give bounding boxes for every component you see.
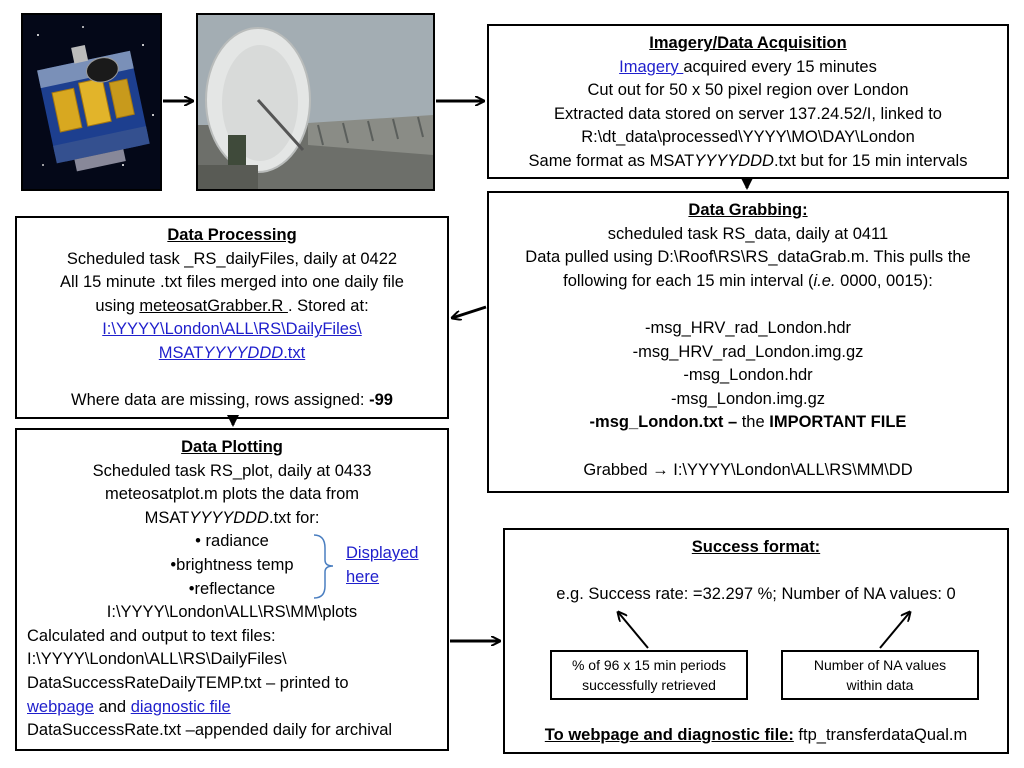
- right-arrow-icon: →: [652, 460, 669, 479]
- grab-file-1: -msg_HRV_rad_London.hdr: [644, 318, 852, 337]
- missing-text: Where data are missing, rows assigned:: [71, 391, 370, 410]
- success-example: e.g. Success rate: =32.297 %; Number of NA values: 0: [556, 585, 956, 604]
- grabbed-path: I:\YYYY\London\ALL\RS\MM\DD: [668, 460, 913, 479]
- grab-file-4: -msg_London.img.gz: [670, 389, 826, 408]
- grabbing-line1: scheduled task RS_data, daily at 0411: [607, 224, 889, 243]
- webpage-link[interactable]: webpage: [27, 697, 94, 716]
- callout2-line2: within data: [846, 677, 914, 693]
- acquisition-line2: Cut out for 50 x 50 pixel region over London: [587, 81, 909, 100]
- success-footer-value: ftp_transferdataQual.m: [793, 726, 968, 745]
- grabbing-line3-italic: i.e.: [813, 271, 836, 290]
- grabbed-pre: Grabbed: [583, 460, 653, 479]
- callout-na-values: [781, 650, 979, 700]
- plotting-box: [15, 428, 449, 751]
- arrow-grabbing-to-processing: [452, 307, 486, 318]
- plotting-line3-post: .txt for:: [268, 508, 320, 527]
- grabbing-line2: Data pulled using D:\Roof\RS\RS_dataGrab.m. This pulls the: [525, 248, 971, 267]
- calc-line2: I:\YYYY\London\ALL\RS\DailyFiles\: [27, 650, 287, 669]
- msat-file-post: .txt: [283, 343, 306, 362]
- dailyfiles-path-link[interactable]: I:\YYYY\London\ALL\RS\DailyFiles\: [102, 320, 362, 339]
- processing-title: Data Processing: [167, 226, 297, 244]
- important-label: IMPORTANT FILE: [769, 413, 907, 432]
- grabbing-line3-post: 0000, 0015):: [835, 271, 933, 290]
- displayed-link[interactable]: Displayed: [346, 544, 419, 562]
- processing-line3-post: . Stored at:: [287, 296, 369, 315]
- calc-line5: DataSuccessRate.txt –appended daily for archival: [27, 721, 393, 740]
- grabbing-box: [487, 191, 1009, 493]
- bullet-brightness: •brightness temp: [170, 555, 294, 574]
- callout1-line1: % of 96 x 15 min periods: [571, 657, 727, 673]
- displayed-here: [346, 542, 418, 589]
- grabbing-line3-pre: following for each 15 min interval (: [563, 271, 814, 290]
- callout-success-rate: [550, 650, 748, 700]
- processing-box: [15, 216, 449, 419]
- missing-value: -99: [369, 391, 393, 410]
- processing-line1: Scheduled task _RS_dailyFiles, daily at 0422: [66, 249, 398, 268]
- satellite-dish-icon: [198, 15, 433, 189]
- plotting-line1: Scheduled task RS_plot, daily at 0433: [92, 461, 372, 480]
- grab-file-3: -msg_London.hdr: [683, 366, 813, 385]
- acquisition-title: Imagery/Data Acquisition: [649, 34, 847, 52]
- plots-path: I:\YYYY\London\ALL\RS\MM\plots: [106, 603, 358, 622]
- here-link[interactable]: here: [346, 567, 380, 586]
- msat-file-link[interactable]: [159, 344, 305, 362]
- diagnostic-file-link[interactable]: diagnostic file: [130, 697, 231, 716]
- acquisition-line3: Extracted data stored on server 137.24.52/I, linked to: [554, 104, 942, 123]
- success-footer-label: To webpage and diagnostic file:: [544, 726, 794, 745]
- important-file: -msg_London.txt –: [589, 413, 738, 432]
- calc-line1: Calculated and output to text files:: [27, 626, 276, 645]
- success-title: Success format:: [691, 538, 821, 556]
- callout1-line2: successfully retrieved: [582, 677, 716, 693]
- plotting-title: Data Plotting: [181, 438, 283, 456]
- imagery-link[interactable]: Imagery: [619, 57, 684, 76]
- calc-line3: DataSuccessRateDailyTEMP.txt – printed to: [27, 673, 349, 692]
- acquisition-box: [487, 24, 1009, 179]
- grab-file-2: -msg_HRV_rad_London.img.gz: [632, 342, 864, 361]
- satellite-icon: [23, 15, 160, 189]
- acquisition-line5-pre: Same format as MSAT: [528, 151, 695, 170]
- bullet-radiance: • radiance: [195, 532, 269, 551]
- and-text: and: [93, 697, 131, 716]
- satellite-image: [21, 13, 162, 191]
- callout2-line1: Number of NA values: [813, 657, 947, 673]
- acquisition-line4: R:\dt_data\processed\YYYY\MO\DAY\London: [581, 128, 915, 147]
- msat-file-italic: YYYYDDD: [203, 343, 284, 362]
- dish-image: [196, 13, 435, 191]
- processing-line2: All 15 minute .txt files merged into one daily file: [60, 273, 404, 292]
- acquisition-line1: acquired every 15 minutes: [683, 57, 877, 76]
- grabbing-title: Data Grabbing:: [688, 201, 808, 219]
- grabber-script: meteosatGrabber.R: [139, 296, 288, 315]
- plotting-line3-pre: MSAT: [144, 508, 190, 527]
- msat-file-pre: MSAT: [158, 343, 204, 362]
- success-box: [503, 528, 1009, 754]
- processing-line3-pre: using: [95, 296, 140, 315]
- acquisition-line5-post: .txt but for 15 min intervals: [773, 151, 968, 170]
- bullet-reflectance: •reflectance: [188, 579, 276, 598]
- important-mid: the: [737, 413, 770, 432]
- plotting-line3-italic: YYYYDDD: [189, 508, 269, 527]
- acquisition-line5-italic: YYYYDDD: [694, 151, 774, 170]
- plotting-line2: meteosatplot.m plots the data from: [104, 485, 360, 504]
